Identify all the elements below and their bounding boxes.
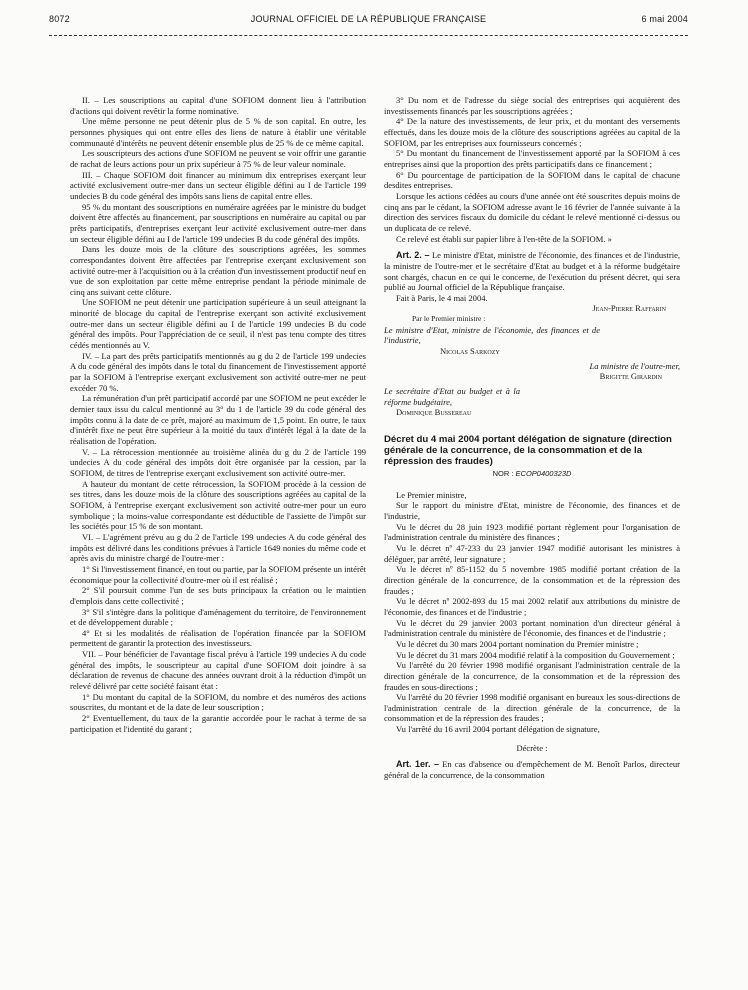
preamble-paragraph-6: Vu le décret nº 2002-893 du 15 mai 2002 relatif aux attributions du ministre de l'économie, des finances et de l'industrie ; <box>384 596 680 617</box>
nor-label: NOR : <box>492 469 514 479</box>
header-rule <box>49 35 688 36</box>
signature-pm: Jean-Pierre Raffarin <box>592 303 666 314</box>
preamble-paragraph-4: Vu le décret nº 47-233 du 23 janvier 1947 modifié autorisant les ministres à déléguer, par arrêté, leur signature ; <box>384 542 680 564</box>
preamble-paragraph-12: Vu l'arrêté du 16 avril 2004 portant délégation de signature, <box>396 724 600 735</box>
right-paragraph-2: 4° De la nature des investissements, de leur prix, et du montant des versements effectués, dans les douze mois de la clôture des souscriptions agréées au capital de la SOFIOM, par les entreprises aux fournisseurs concernés ; <box>384 116 680 148</box>
decree-title: Décret du 4 mai 2004 portant délégation de signature (direction générale de la concurrence, de la consommation et de la répression des fraudes) <box>384 434 672 468</box>
left-paragraph-2: Une même personne ne peut détenir plus de 5 % de son capital. En outre, les personnes physiques qui ont entre elles des liens de nature à établir une véritable communauté d'intérêts ne peuvent détenir ensemble plus de 25 % de ce même capital. <box>70 116 366 148</box>
preamble-paragraph-1: Le Premier ministre, <box>396 489 467 500</box>
signature-minister1-title: Le ministre d'Etat, ministre de l'économie, des finances et de l'industrie, <box>384 324 600 346</box>
left-paragraph-5: 95 % du montant des souscriptions en numéraire agréées par le ministre du budget doivent être affectés au financement, par souscriptions en numéraire au capital ou par prêts participatifs, d'entreprises exerçant leur activité exclusivement outre-mer dans un secteur éligible défini au I de l'article 199 undecies B du code général des impôts. <box>70 201 366 244</box>
preamble-paragraph-10: Vu l'arrêté du 20 février 1998 modifié organisant l'administration centrale de la direction générale de la concurrence, de la consommation et de la répression des fraudes en sous-directions ; <box>384 660 680 692</box>
nor-reference <box>384 469 680 480</box>
decree-preamble <box>384 490 680 735</box>
signature-minister1-name: Nicolas Sarkozy <box>440 346 500 357</box>
right-paragraphs <box>384 95 680 244</box>
left-paragraph-12: VI. – L'agrément prévu au g du 2 de l'article 199 undecies A du code général des impôts est délivré dans les conditions prévues à l'article 1649 nonies du même code et après avis du ministre chargé de l'outre-mer : <box>70 531 366 564</box>
left-paragraph-11: A hauteur du montant de cette rétrocession, la SOFIOM procède à la cession de ses titres, dans les douze mois de la clôture des souscriptions agréées au capital de la SOFIOM, à l'entreprise exerçant exclusivement son activité outre-mer pour un euro symbolique ; la moins-value correspondante est déductible de l'assiette de l'impôt sur les sociétés pour 15 % de son montant. <box>70 478 366 532</box>
right-paragraph-6: Ce relevé est établi sur papier libre à l'en-tête de la SOFIOM. » <box>396 233 612 244</box>
preamble-paragraph-3: Vu le décret du 28 juin 1923 modifié portant règlement pour l'organisation de l'administration centrale du ministère des finances ; <box>384 521 680 543</box>
left-paragraph-13: 1° Si l'investissement financé, en tout ou partie, par la SOFIOM présente un intérêt économique pour la collectivité d'outre-mer où il est réalisé ; <box>70 563 366 585</box>
left-paragraph-8: IV. – La part des prêts participatifs mentionnés au g du 2 de l'article 199 undecies A du code général des impôts dans le total du financement de l'investissement apporté par la SOFIOM à l'entreprise exerçant exclusivement son activité outre-mer ne peut excéder 70 %. <box>70 350 366 393</box>
page-number: 8072 <box>49 14 70 24</box>
left-paragraph-18: 1° Du montant du capital de la SOFIOM, du nombre et des numéros des actions souscrites, du montant et de la date de leur souscription ; <box>70 691 366 713</box>
signature-minister2-name: Brigitte Girardin <box>599 371 662 382</box>
left-paragraph-16: 4° Et si les modalités de réalisation de l'opération financée par la SOFIOM permettent de garantir la protection des investisseurs. <box>70 627 366 649</box>
journal-title: JOURNAL OFFICIEL DE LA RÉPUBLIQUE FRANÇAISE <box>250 14 487 24</box>
left-paragraphs <box>70 95 366 734</box>
left-paragraph-19: 2° Eventuellement, du taux de la garantie accordée pour le rachat à terme de sa participation et l'identité du garant ; <box>70 713 366 734</box>
right-paragraph-5: Lorsque les actions cédées au cours d'une année ont été souscrites depuis moins de cinq ans par le cédant, la SOFIOM adresse avant le 16 février de l'année suivante à la direction des services fiscaux du domicile du cédant le relevé mentionné ci-dessus ou un duplicata de ce relevé. <box>384 190 680 233</box>
right-paragraph-1: 3° Du nom et de l'adresse du siège social des entreprises qui acquièrent des investissements financés par les souscriptions agréées ; <box>384 95 680 116</box>
right-column <box>384 95 680 781</box>
issue-date: 6 mai 2004 <box>641 14 688 24</box>
nor-code: ECOP0400323D <box>515 469 572 479</box>
left-paragraph-15: 3° S'il s'intègre dans la politique d'aménagement du territoire, de l'environnement et de développement durable ; <box>70 606 366 628</box>
left-paragraph-7: Une SOFIOM ne peut détenir une participation supérieure à un seuil atteignant la minorité de blocage du capital de l'entreprise exerçant son activité exclusivement outre-mer dans un secteur éligible défini au I de l'article 199 undecies B du code général des impôts. Pour l'appréciation de ce seuil, il n'est pas tenu compte des titres cédés mentionnés au V. <box>70 297 366 351</box>
preamble-paragraph-2: Sur le rapport du ministre d'Etat, ministre de l'économie, des finances et de l'industrie, <box>384 500 680 521</box>
preamble-paragraph-9: Vu le décret du 31 mars 2004 modifié relatif à la composition du Gouvernement ; <box>396 649 675 660</box>
left-paragraph-14: 2° S'il poursuit comme l'un de ses buts principaux la création ou le maintien d'emplois dans cette collectivité ; <box>70 585 366 606</box>
preamble-paragraph-8: Vu le décret du 30 mars 2004 portant nomination du Premier ministre ; <box>396 638 639 649</box>
article-1-label: Art. 1er. – <box>396 759 440 770</box>
left-paragraph-4: III. – Chaque SOFIOM doit financer au minimum dix entreprises exerçant leur activité exclusivement outre-mer dans un secteur éligible défini au I de l'article 199 undecies B du code général des impôts sans liens de capital entre elles. <box>70 169 366 201</box>
left-paragraph-6: Dans les douze mois de la clôture des souscriptions agréées, les sommes correspondantes doivent être affectées par l'entreprise exerçant exclusivement son activité outre-mer à l'acquisition ou à la création d'un investissement productif neuf en vue de son exploitation par cette même entreprise pendant la période minimale de cinq ans suivant cette clôture. <box>70 244 366 297</box>
article-2 <box>384 250 680 293</box>
article-2-label: Art. 2. – <box>396 250 430 261</box>
left-column <box>70 95 366 734</box>
done-at: Fait à Paris, le 4 mai 2004. <box>396 292 488 303</box>
left-paragraph-3: Les souscripteurs des actions d'une SOFIOM ne peuvent se voir offrir une garantie de rachat de leurs actions pour un prix supérieur à 75 % de leur valeur nominale. <box>70 148 366 169</box>
signature-minister2-title: La ministre de l'outre-mer, <box>589 360 680 371</box>
left-paragraph-9: La rémunération d'un prêt participatif accordé par une SOFIOM ne peut excéder le dernier taux issu du calcul mentionné au 3° du 1 de l'article 39 du code général des impôts connu à la date de ce prêt, majoré au maximum de 1,5 point. En outre, le taux d'intérêt fixe ne peut être supérieur à la moitié du taux d'intérêt légal à la date de la réalisation de l'opération. <box>70 393 366 446</box>
right-paragraph-3: 5° Du montant du financement de l'investissement apporté par la SOFIOM à ces entreprises ainsi que la proportion des prêts participatifs dans ce financement ; <box>384 148 680 169</box>
article-1-text: En cas d'absence ou d'empêchement de M. Benoît Parlos, directeur général de la concurrence, de la consommation <box>384 759 680 781</box>
preamble-paragraph-11: Vu l'arrêté du 20 février 1998 modifié organisant en bureaux les sous-directions de l'administration centrale de la direction générale de la concurrence, de la consommation et de la répression des fraudes ; <box>384 692 680 724</box>
article-1 <box>384 759 680 780</box>
preamble-paragraph-7: Vu le décret du 29 janvier 2003 portant nomination d'un directeur général à l'administration centrale du ministère de l'économie, des finances et de l'industrie ; <box>384 617 680 639</box>
page-header <box>49 14 688 28</box>
right-paragraph-4: 6° Du pourcentage de participation de la SOFIOM dans le capital de chacune desdites entreprises. <box>384 169 680 191</box>
article-2-text: Le ministre d'Etat, ministre de l'économie, des finances et de l'industrie, la ministre de l'outre-mer et le secrétaire d'Etat au budget et à la réforme budgétaire sont chargés, chacun en ce qui le concerne, de l'exécution du présent décret, qui sera publié au Journal officiel de la République française. <box>384 250 681 293</box>
left-paragraph-1: II. – Les souscriptions au capital d'une SOFIOM donnent lieu à l'attribution d'actions qui doivent revêtir la forme nominative. <box>70 95 366 116</box>
decrete: Décrète : <box>516 742 548 753</box>
left-paragraph-17: VII. – Pour bénéficier de l'avantage fiscal prévu à l'article 199 undecies A du code général des impôts, le souscripteur au capital d'une SOFIOM doit joindre à sa déclaration de revenus de chacune des années ouvrant droit à la réduction d'impôt un relevé délivré par cette société faisant état : <box>70 649 366 692</box>
signature-secretary-title: Le secrétaire d'Etat au budget et à la réforme budgétaire, <box>384 386 520 407</box>
left-paragraph-10: V. – La rétrocession mentionnée au troisième alinéa du g du 2 de l'article 199 undecies A du code général des impôts doit être organisée par la cession, par la SOFIOM, de titres de l'entreprise exerçant exclusivement son activité outre-mer. <box>70 446 366 478</box>
preamble-paragraph-5: Vu le décret nº 85-1152 du 5 novembre 1985 modifié portant création de la direction générale de la concurrence, de la consommation et de la répression des fraudes ; <box>384 564 680 596</box>
signature-block <box>384 303 680 418</box>
signature-by-pm: Par le Premier ministre : <box>412 314 486 324</box>
signature-secretary-name: Dominique Bussereau <box>396 407 472 418</box>
